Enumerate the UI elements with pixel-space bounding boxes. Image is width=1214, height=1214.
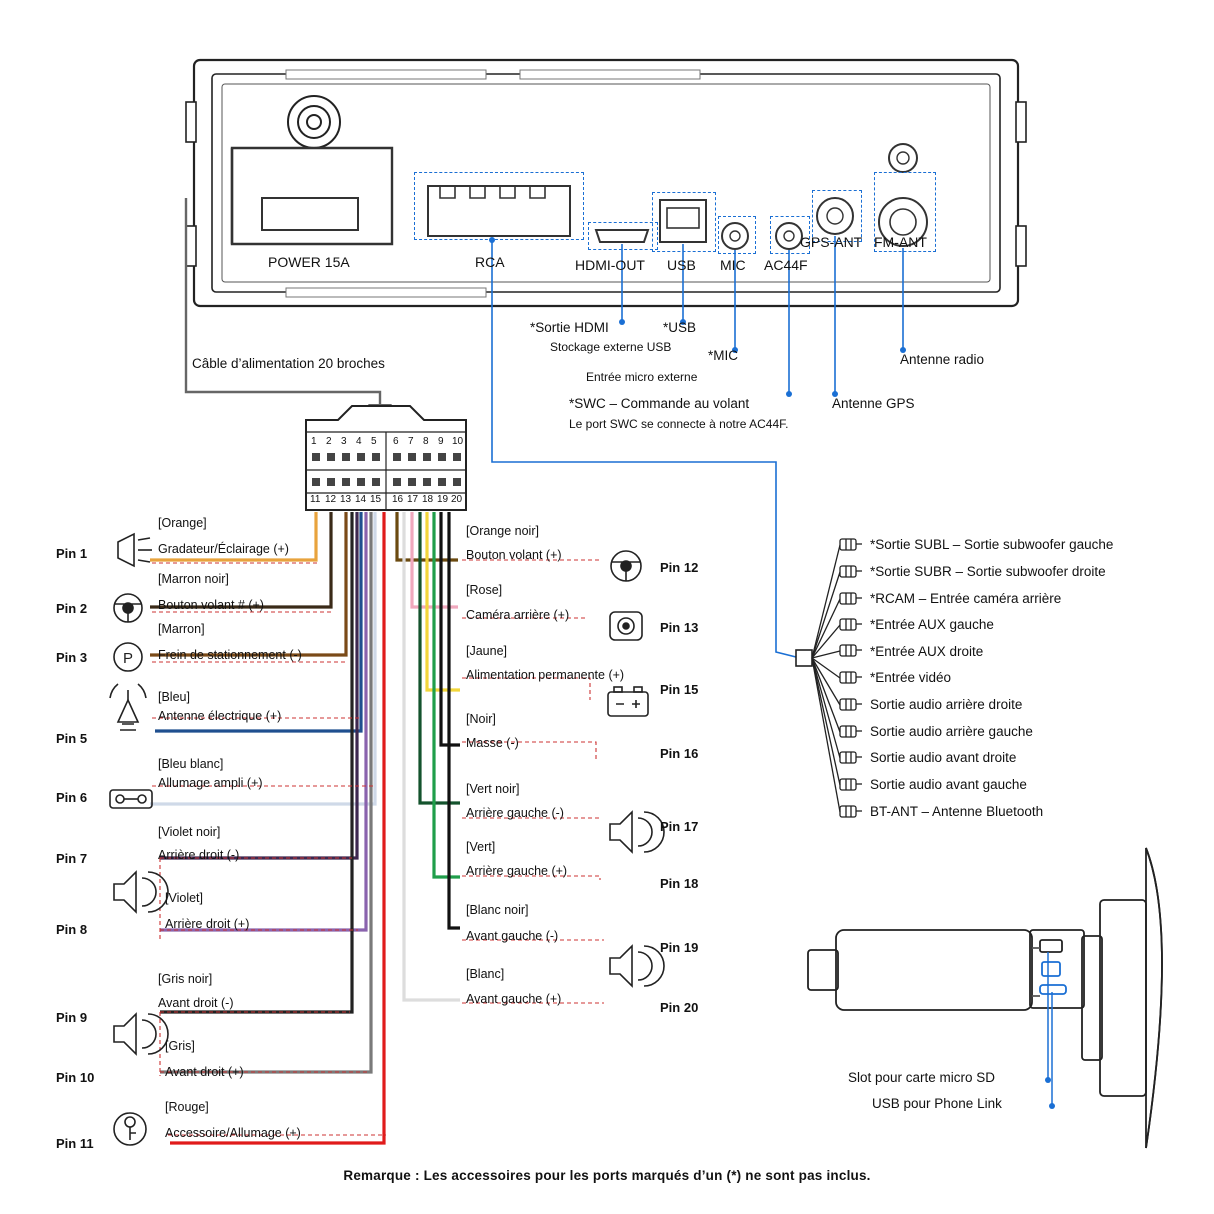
pin-label-5: Pin 5 <box>56 731 88 746</box>
side-label-usb-phone-link: USB pour Phone Link <box>872 1096 1002 1111</box>
side-label-micro-sd: Slot pour carte micro SD <box>848 1070 996 1085</box>
pin-label-3: Pin 3 <box>56 650 88 665</box>
port-label-ac44f: AC44F <box>764 257 808 273</box>
rca-output-rear-left: Sortie audio arrière gauche <box>870 724 1033 739</box>
pin-num: 4 <box>356 436 362 447</box>
pin-num: 7 <box>408 436 414 447</box>
pin-label-18: Pin 18 <box>660 876 699 891</box>
port-label-gps-ant: GPS-ANT <box>800 234 863 250</box>
pin-label-15: Pin 15 <box>660 682 699 697</box>
pin-label-2: Pin 2 <box>56 601 88 616</box>
pin-label-12: Pin 12 <box>660 560 699 575</box>
wire-color-9: [Gris noir] <box>158 972 213 986</box>
wire-color-18: [Vert] <box>466 840 496 854</box>
connector-bottom-numbers <box>306 494 466 508</box>
rca-output-video-in: *Entrée vidéo <box>870 670 952 685</box>
wire-func-13: Caméra arrière (+) <box>466 608 570 622</box>
port-label-rca: RCA <box>475 254 505 270</box>
pin-label-7: Pin 7 <box>56 851 88 866</box>
wire-color-10: [Gris] <box>165 1039 195 1053</box>
rca-port-box <box>414 172 584 240</box>
pin-num: 9 <box>438 436 444 447</box>
wire-color-6: [Bleu blanc] <box>158 757 224 771</box>
wire-color-2: [Marron noir] <box>158 572 229 586</box>
wire-func-11: Accessoire/Allumage (+) <box>165 1126 301 1140</box>
camera-icon <box>610 612 642 640</box>
pin-num: 18 <box>422 494 434 505</box>
wire-func-20: Avant gauche (+) <box>466 992 562 1006</box>
rca-output-aux-right: *Entrée AUX droite <box>870 644 984 659</box>
rca-output-front-left: Sortie audio avant gauche <box>870 777 1027 792</box>
pin-label-8: Pin 8 <box>56 922 88 937</box>
antenna-icon <box>110 684 146 730</box>
pin-num: 5 <box>371 436 377 447</box>
wire-color-16: [Noir] <box>466 712 496 726</box>
pin-num: 19 <box>437 494 449 505</box>
wire-color-15: [Jaune] <box>466 644 508 658</box>
pin-num: 1 <box>311 436 317 447</box>
wire-func-7: Arrière droit (-) <box>158 848 240 862</box>
pin-num: 2 <box>326 436 332 447</box>
parking-brake-icon <box>114 643 142 671</box>
callout-mic: *MIC <box>708 348 738 363</box>
wire-func-17: Arrière gauche (-) <box>466 806 564 820</box>
rca-output-subl: *Sortie SUBL – Sortie subwoofer gauche <box>870 537 1114 552</box>
wire-color-17: [Vert noir] <box>466 782 520 796</box>
wire-color-20: [Blanc] <box>466 967 505 981</box>
wire-color-5: [Bleu] <box>158 690 190 704</box>
wire-func-19: Avant gauche (-) <box>466 929 559 943</box>
speaker-icon <box>114 872 168 912</box>
pin-num: 13 <box>340 494 352 505</box>
svg-text:P: P <box>122 650 134 667</box>
wire-color-12: [Orange noir] <box>466 524 539 538</box>
pin-label-10: Pin 10 <box>56 1070 95 1085</box>
callout-swc-sub: Le port SWC se connecte à notre AC44F. <box>569 417 789 431</box>
mic-port-box <box>718 216 756 254</box>
pin-num: 11 <box>310 494 321 505</box>
hdmi-port-box <box>588 222 658 250</box>
wire-func-15: Alimentation permanente (+) <box>466 668 625 682</box>
rca-output-bt-ant: BT-ANT – Antenne Bluetooth <box>870 804 1044 819</box>
wire-color-13: [Rose] <box>466 583 503 597</box>
pin-num: 3 <box>341 436 347 447</box>
pin-label-11: Pin 11 <box>56 1136 94 1151</box>
wire-color-19: [Blanc noir] <box>466 903 529 917</box>
pin-label-6: Pin 6 <box>56 790 88 805</box>
steering-wheel-icon <box>114 594 142 622</box>
rca-output-rcam: *RCAM – Entrée caméra arrière <box>870 591 1062 606</box>
wire-color-8: [Violet] <box>165 891 203 905</box>
wire-func-3: Frein de stationnement (-) <box>158 648 302 662</box>
amp-icon <box>110 790 152 808</box>
wire-func-8: Arrière droit (+) <box>165 917 250 931</box>
pin-label-20: Pin 20 <box>660 1000 699 1015</box>
connector-top-numbers <box>306 436 466 450</box>
pin-num: 10 <box>452 436 464 447</box>
wire-color-7: [Violet noir] <box>158 825 221 839</box>
port-label-mic: MIC <box>720 257 746 273</box>
pin-num: 14 <box>355 494 367 505</box>
right-wire-bundle <box>397 512 460 1000</box>
pin-num: 15 <box>370 494 382 505</box>
pin-label-16: Pin 16 <box>660 746 699 761</box>
wire-func-18: Arrière gauche (+) <box>466 864 568 878</box>
wire-func-1: Gradateur/Éclairage (+) <box>158 542 289 556</box>
callout-usb-sub: Stockage externe USB <box>550 340 672 354</box>
harness-label: Câble d’alimentation 20 broches <box>192 356 385 371</box>
port-label-usb: USB <box>667 257 696 273</box>
pin-num: 6 <box>393 436 399 447</box>
pin-num: 16 <box>392 494 404 505</box>
wire-func-6: Allumage ampli (+) <box>158 776 263 790</box>
port-label-fm-ant: FM-ANT <box>874 234 927 250</box>
rca-output-aux-left: *Entrée AUX gauche <box>870 617 994 632</box>
pin-label-17: Pin 17 <box>660 819 699 834</box>
right-pin-icons <box>608 551 664 986</box>
wire-color-3: [Marron] <box>158 622 205 636</box>
callout-gps: Antenne GPS <box>832 396 915 411</box>
battery-icon <box>608 687 648 716</box>
pin-label-1: Pin 1 <box>56 546 88 561</box>
callout-swc: *SWC – Commande au volant <box>569 396 750 411</box>
lamp-icon <box>118 534 152 566</box>
speaker-icon <box>610 812 664 852</box>
callout-mic-sub: Entrée micro externe <box>586 370 698 384</box>
wire-func-16: Masse (-) <box>466 736 519 750</box>
pin-num: 12 <box>325 494 337 505</box>
pin-num: 17 <box>407 494 419 505</box>
pin-num: 20 <box>451 494 463 505</box>
wire-func-12: Bouton volant (+) <box>466 548 562 562</box>
pin-label-13: Pin 13 <box>660 620 699 635</box>
footer-note: Remarque : Les accessoires pour les ports marqués d’un (*) ne sont pas inclus. <box>343 1168 871 1183</box>
wire-func-2: Bouton volant # (+) <box>158 598 264 612</box>
rca-output-rear-right: Sortie audio arrière droite <box>870 697 1023 712</box>
steering-wheel-icon <box>611 551 641 581</box>
callout-radio: Antenne radio <box>900 352 985 367</box>
wire-func-5: Antenne électrique (+) <box>158 709 282 723</box>
rca-output-front-right: Sortie audio avant droite <box>870 750 1017 765</box>
rca-fanout <box>796 539 862 817</box>
pin-label-19: Pin 19 <box>660 940 699 955</box>
port-label-hdmi-out: HDMI-OUT <box>575 257 645 273</box>
wire-color-1: [Orange] <box>158 516 207 530</box>
usb-port-box <box>652 192 716 252</box>
port-label-power-15a: POWER 15A <box>268 254 350 270</box>
wire-color-11: [Rouge] <box>165 1100 209 1114</box>
wire-func-10: Avant droit (+) <box>165 1065 244 1079</box>
rca-output-subr: *Sortie SUBR – Sortie subwoofer droite <box>870 564 1106 579</box>
wire-func-9: Avant droit (-) <box>158 996 234 1010</box>
speaker-icon <box>610 946 664 986</box>
callout-usb: *USB <box>663 320 697 335</box>
callout-hdmi: *Sortie HDMI <box>530 320 609 335</box>
key-icon <box>114 1113 146 1145</box>
pin-num: 8 <box>423 436 429 447</box>
pin-label-9: Pin 9 <box>56 1010 88 1025</box>
